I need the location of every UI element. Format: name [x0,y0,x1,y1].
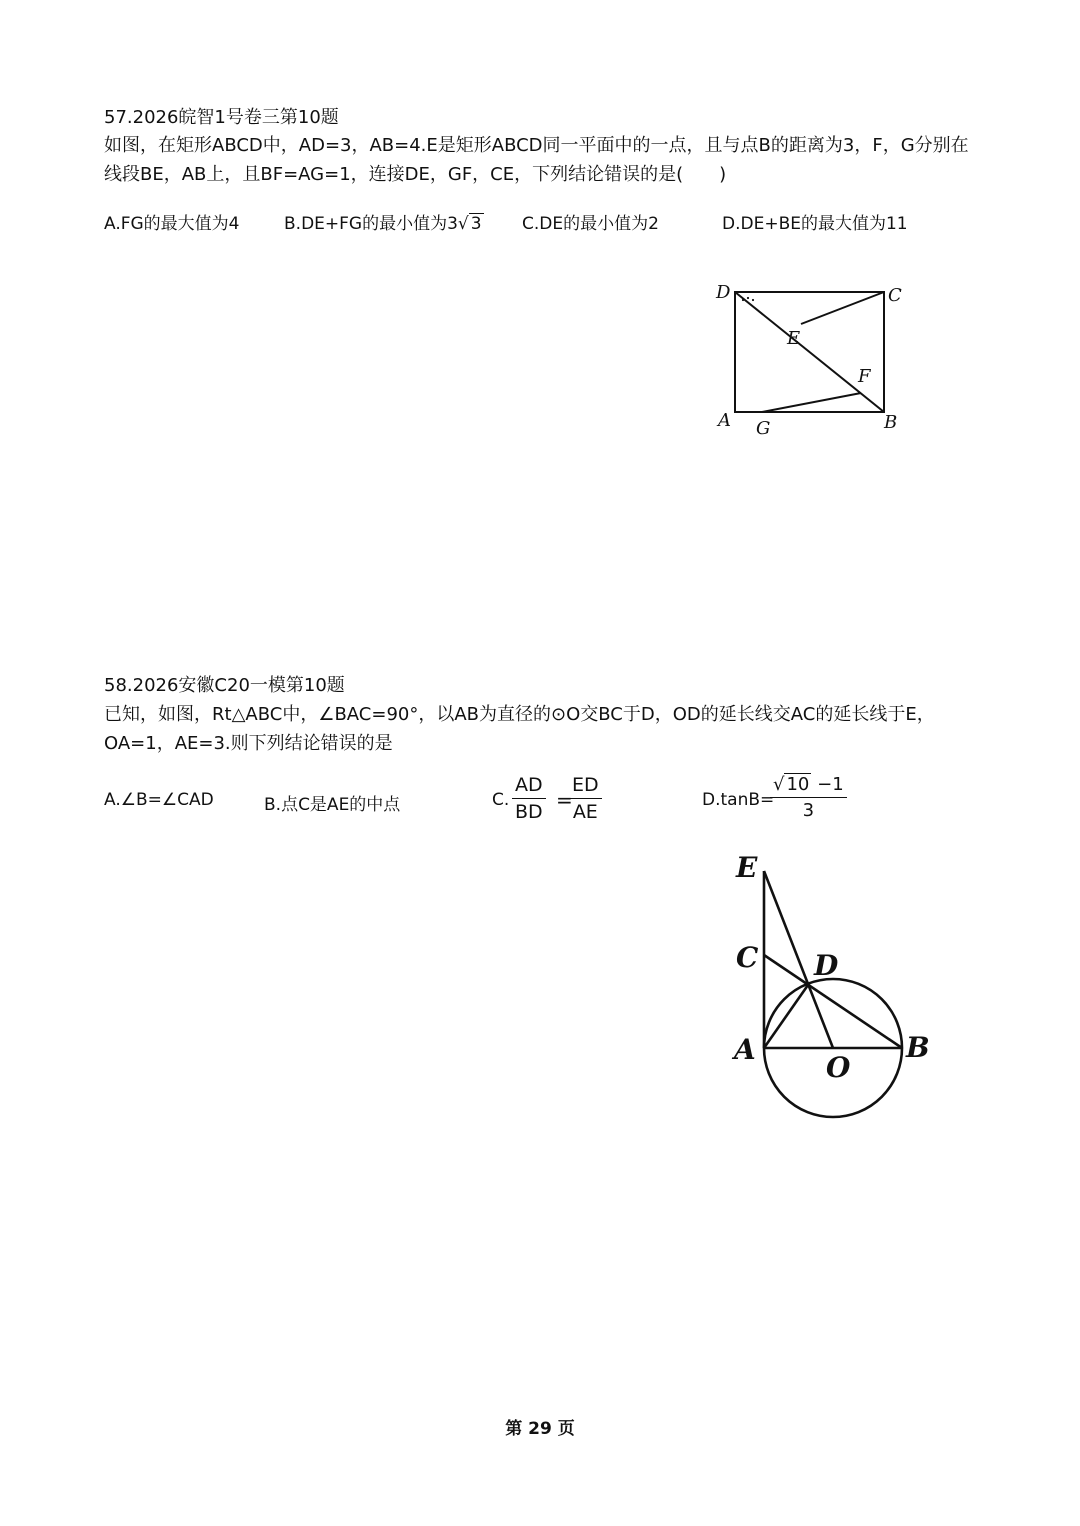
q58-figure [730,845,950,1125]
segment-gf [762,393,861,412]
q58-option-d-num-tail: −1 [817,774,844,795]
q58-option-c-equals: = [556,788,573,812]
q57-option-b-radicand: 3 [470,214,482,234]
fraction-denominator: 3 [802,800,815,821]
label-b: B [884,412,898,433]
q57-option-b [284,209,484,234]
q57-stem-line2: 线段BE，AB上，且BF=AG=1，连接DE，GF，CE，下列结论错误的是( ) [104,164,727,185]
label-e: E [736,851,758,884]
q58-option-c-fraction-2 [569,774,602,823]
q58-option-d-prefix: D.tanB= [702,790,775,810]
right-angle-dot [747,297,749,299]
label-c: C [888,285,902,306]
sqrt-sign: √ [457,214,469,234]
q58-option-c-fraction-1 [512,774,546,823]
label-b: B [906,1031,930,1064]
q58-option-d-fraction [770,774,847,821]
q58-option-c-prefix: C. [492,790,510,810]
fraction-numerator: AD [512,774,546,799]
q58-stem-line1: 已知，如图，Rt△ABC中，∠BAC=90°，以AB为直径的⊙O交BC于D，OD的延长线交AC的延长线于E， [104,704,935,725]
fraction-numerator: ED [569,774,602,799]
right-angle-dot [752,299,754,301]
label-a: A [734,1033,756,1066]
label-g: G [756,418,771,439]
q57-option-b-coef: 3 [447,214,458,234]
q57-figure [710,280,910,440]
sqrt-sign: √ [773,774,785,795]
fraction-denominator: BD [514,801,543,823]
q57-option-c: C.DE的最小值为2 [522,214,659,234]
q57-title: 57.2026皖智1号卷三第10题 [104,107,339,128]
segment-db [735,292,884,412]
label-d: D [716,282,731,303]
q57-stem-line1: 如图，在矩形ABCD中，AD=3，AB=4.E是矩形ABCD同一平面中的一点，且与点B的距离为3，F，G分别在 [104,135,969,156]
label-o: O [826,1051,851,1084]
q58-option-b: B.点C是AE的中点 [264,795,401,815]
page-number: 第 29 页 [505,1419,575,1439]
q57-option-d: D.DE+BE的最大值为11 [722,214,908,234]
label-e: E [787,328,801,349]
fraction-numerator [770,774,847,798]
label-c: C [736,941,759,974]
label-a: A [718,410,731,431]
label-f: F [858,366,871,387]
q57-option-b-prefix: B.DE+FG的最小值为 [284,214,448,234]
q58-option-a: A.∠B=∠CAD [104,790,214,810]
label-d: D [814,949,839,982]
q58-stem-line2: OA=1，AE=3.则下列结论错误的是 [104,733,393,754]
fraction-denominator: AE [572,801,598,823]
right-angle-dot [742,299,744,301]
q58-option-d-radicand: 10 [786,774,810,795]
segment-ec [801,292,884,324]
q57-option-a: A.FG的最大值为4 [104,214,240,234]
q58-title: 58.2026安徽C20一模第10题 [104,675,345,696]
